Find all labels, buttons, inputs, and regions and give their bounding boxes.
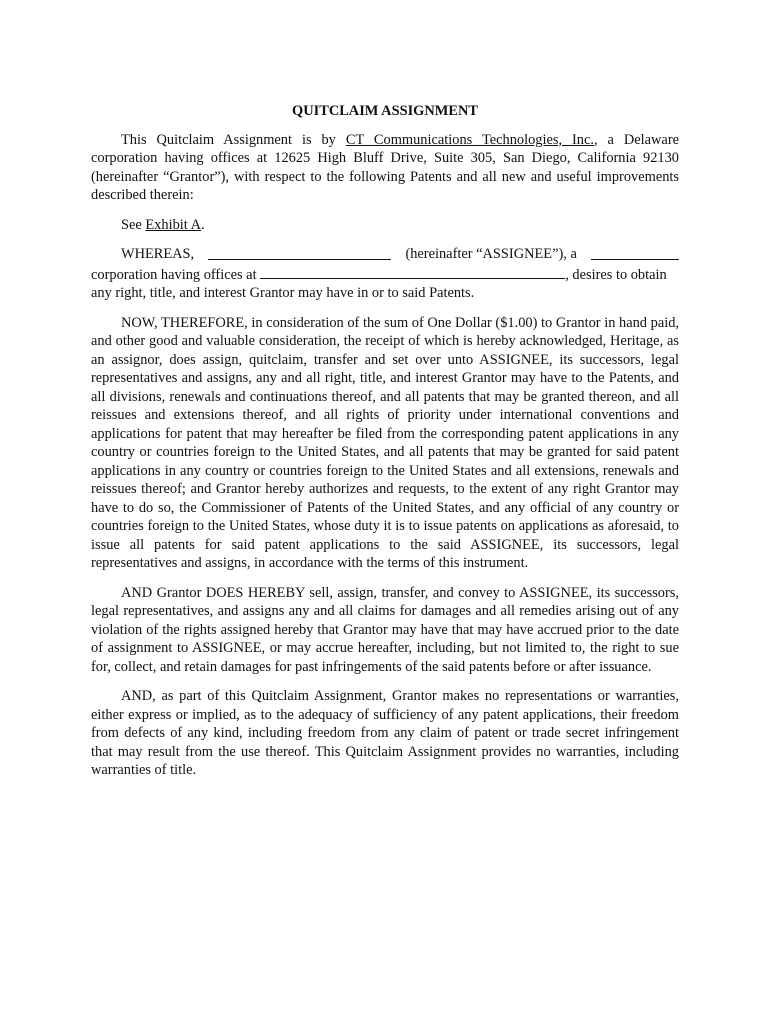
intro-lead: This Quitclaim Assignment is by (121, 131, 346, 148)
see-exhibit-paragraph (91, 216, 679, 235)
and-grantor-paragraph: AND Grantor DOES HEREBY sell, assign, transfer, and convey to ASSIGNEE, its successors, legal representatives, and assigns any and all claims for damages and all remedies arising out of any violation of the rights assigned hereby that Grantor may have that may have accrued prior to the date of assignment to ASSIGNEE, or may accrue hereafter, including, but not limited to, the right to sue for, collect, and retain damages for past infringements of the said patents before or after issuance. (91, 584, 679, 675)
document-page (91, 102, 679, 791)
whereas-line (91, 245, 679, 264)
whereas-hereinafter: (hereinafter “ASSIGNEE”), a (405, 246, 577, 262)
whereas-offices-line (91, 264, 679, 285)
whereas-rest: any right, title, and interest Grantor may have in or to said Patents. (91, 285, 475, 301)
see-exhibit-lead: See (121, 216, 146, 233)
and-part-paragraph: AND, as part of this Quitclaim Assignment, Grantor makes no representations or warranties, either express or implied, as to the adequacy of sufficiency of any patent applications, their freedom from defects of any kind, including freedom from any claim of patent or trade secret infringement that may result from the use thereof. This Quitclaim Assignment provides no warranties, including warranties of title. (91, 688, 679, 778)
document-title: QUITCLAIM ASSIGNMENT (292, 103, 478, 119)
intro-paragraph (91, 131, 679, 205)
whereas-paragraph (91, 245, 679, 303)
whereas-desires: , desires to obtain (565, 266, 667, 283)
see-exhibit-tail: . (200, 216, 205, 233)
whereas-corp-offices: corporation having offices at (91, 266, 257, 283)
now-therefore-paragraph: NOW, THEREFORE, in consideration of the sum of One Dollar ($1.00) to Grantor in hand paid, and other good and valuable consideration, the receipt of which is hereby acknowledged, Heritage, as an assignor, does assign, quitclaim, transfer and set over unto ASSIGNEE, its successors, legal representatives and assigns, any and all right, title, and interest Grantor may have to the Patents, and all divisions, renewals and continuations thereof, and all patents that may be granted thereon, and all reissues and extensions thereof, and all rights of priority under international conventions and applications for patent that may hereafter be filed from the corresponding patent applications in any country or countries foreign to the United States, and all patents that may be granted for said patent applications in any country or countries foreign to the United States and all extensions, renewals and reissues thereof; and Grantor hereby authorizes and requests, to the extent of any right Grantor may have to do so, the Commissioner of Patents of the United States, and any official of any country or countries foreign to the United States, whose duty it is to issue patents on applications as aforesaid, to issue all patents for said patent applications to the said ASSIGNEE, its successors, legal representatives and assigns, in accordance with the terms of this instrument. (91, 314, 679, 571)
assignee-name-blank[interactable] (208, 245, 391, 260)
assignee-state-blank[interactable] (591, 245, 679, 260)
whereas-word: WHEREAS, (121, 246, 195, 262)
assignee-address-blank[interactable] (260, 264, 565, 279)
intro-rest: , a Delaware corporation having offices at 12625 High Bluff Drive, Suite 305, San Diego, California 92130 (hereinafter “Grantor”), with respect to the following Patents and all new and useful improvements described therein: (91, 131, 679, 203)
grantor-name: CT Communications Technologies, Inc. (345, 131, 594, 148)
exhibit-a-link[interactable]: Exhibit A (145, 216, 201, 233)
